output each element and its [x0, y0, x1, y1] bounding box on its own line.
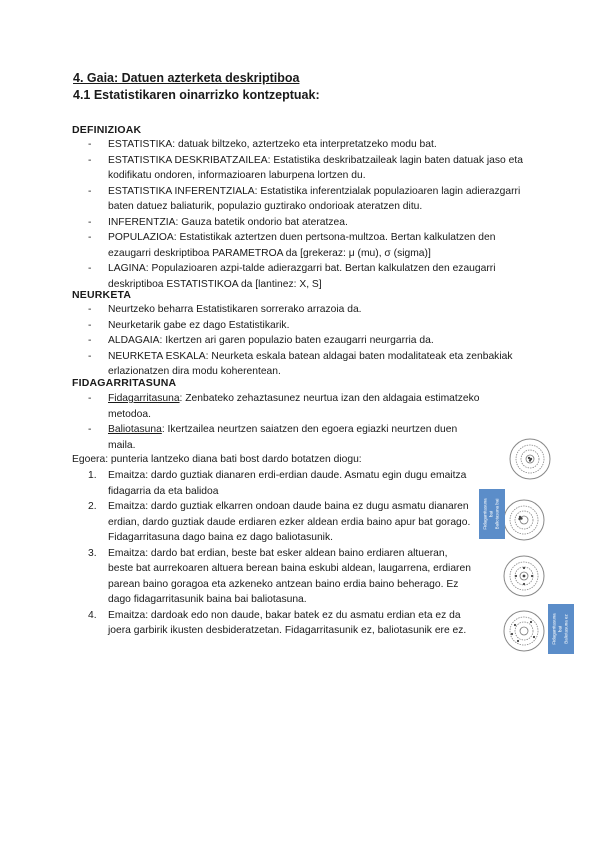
list-item [88, 468, 473, 499]
list-item [88, 499, 473, 546]
list-item: - ESTATISTIKA DESKRIBATZAILEA: Estatistika deskribatzaileak lagin baten datuak jaso eta kodifikatu ondoren, informazioaren laburpena lortzen du. [88, 153, 528, 184]
list-item: - ESTATISTIKA INFERENTZIALA: Estatistika inferentzialak populazioaren lagin adierazgarri baten datuez baliaturik, populazio guztirako ondorioak ateratzen ditu. [88, 184, 528, 215]
item-text: Emaitza: dardoak edo non daude, bakar batek ez du asmatu erdian eta ez da joera garbirik ikusten desbideratzetan. Fidagarritasunik ez, baliotasunik ere ez. [108, 609, 467, 636]
item-number: 4. [88, 609, 97, 621]
side-note-text: Fidagarritasuna bai Baliotasuna bai [483, 498, 500, 530]
page-title: 4. Gaia: Datuen azterketa deskriptiboa [73, 71, 300, 85]
list-item [88, 422, 478, 453]
item-text: Emaitza: dardo bat erdian, beste bat esker aldean baino erdiaren altueran, beste bat aurrekoaren altuera berean baina eskubi aldean, laugarrena, erdiaren parean baino goragoa eta azkeneko antzean baino erdia baino beherago. Ez dago fidagarritasunik baina bai baliotasuna. [108, 547, 471, 605]
list-item: - INFERENTZIA: Gauza batetik ondorio bat ateratzea. [88, 215, 528, 231]
list-item [88, 546, 473, 608]
target-diagram-3 [501, 553, 547, 599]
target-diagram-4 [501, 608, 547, 654]
definizioak-heading: DEFINIZIOAK [72, 124, 142, 136]
list-item: - ESTATISTIKA: datuak biltzeko, aztertzeko eta interpretatzeko modu bat. [88, 137, 528, 153]
target-diagram-2 [501, 497, 547, 543]
item-text: Emaitza: dardo guztiak dianaren erdi-erdian daude. Asmatu egin dugu emaitza fidagarria da eta balidoa [108, 470, 467, 497]
term-fidagarritasuna: Fidagarritasuna [108, 393, 180, 404]
fidagarritasuna-list [88, 391, 518, 453]
side-note-text: Fidagarritasuna bai Baliotasuna ez [552, 613, 569, 645]
list-item: - ALDAGAIA: Ikertzen ari garen populazio baten ezaugarri neurgarria da. [88, 333, 528, 349]
definition-text: : Ikertzailea neurtzen saiatzen den egoera egiazki neurtzen duen maila. [108, 424, 458, 451]
neurketa-heading: NEURKETA [72, 289, 132, 301]
fidagarritasuna-heading: FIDAGARRITASUNA [72, 377, 177, 389]
item-number: 1. [88, 470, 97, 481]
neurketa-list [88, 302, 528, 380]
item-number: 2. [88, 501, 97, 512]
list-item [88, 608, 473, 639]
list-item: - Neurketarik gabe ez dago Estatistikarik. [88, 318, 528, 334]
section-subtitle: 4.1 Estatistikaren oinarrizko kontzeptuak: [73, 88, 320, 102]
list-item: - Neurtzeko beharra Estatistikaren sorrerako arrazoia da. [88, 302, 528, 318]
item-text: Emaitza: dardo guztiak elkarren ondoan daude baina ez dugu asmatu dianaren erdian, dardo guztiak daude erdiaren ezker aldean erdia baino apur bat gorago. Fidagarritasuna dago baina ez dago baliotasunik. [108, 501, 471, 543]
definizioak-list [88, 137, 528, 292]
side-note-reliable-valid [479, 489, 505, 539]
egoerak-list [88, 468, 473, 639]
target-diagram-1 [507, 436, 553, 482]
egoera-intro: Egoera: punteria lantzeko diana bati bost dardo botatzen diogu: [72, 454, 362, 465]
term-baliotasuna: Baliotasuna [108, 424, 162, 435]
list-item: - NEURKETA ESKALA: Neurketa eskala batean aldagai baten modalitateak eta zenbakiak erlazionatzen dira modu koherentean. [88, 349, 528, 380]
side-note-reliable-not-valid [548, 604, 574, 654]
item-number: 3. [88, 547, 97, 559]
definition-text: : Zenbateko zehaztasunez neurtua izan den aldagaia estimatzeko metodoa. [108, 393, 480, 420]
list-item [88, 391, 518, 422]
list-item: - POPULAZIOA: Estatistikak aztertzen duen pertsona-multzoa. Bertan kalkulatzen den ezaugarri deskriptiboa PARAMETROA da [grekeraz: μ (mu), σ (sigma)] [88, 230, 528, 261]
list-item: - LAGINA: Populazioaren azpi-talde adierazgarri bat. Bertan kalkulatzen den ezaugarri deskriptiboa ESTATISTIKOA da [lantinez: X, S] [88, 261, 528, 292]
